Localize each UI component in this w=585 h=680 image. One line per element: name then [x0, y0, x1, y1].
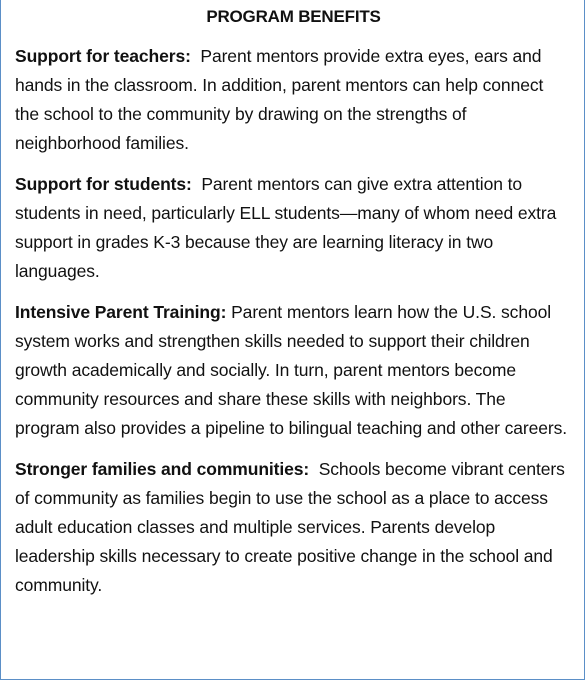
section-heading: Support for teachers: [15, 46, 191, 66]
section-body: Schools become vibrant centers of community as families begin to use the school as a place to access adult education classes and multiple services. Parents develop leadership skills necessary to create positive change in the school and community. [15, 459, 565, 595]
section-body: Parent mentors learn how the U.S. school system works and strengthen skills needed to support their children growth academically and socially. In turn, parent mentors become community resources and share these skills with neighbors. The program also provides a pipeline to bilingual teaching and other careers. [15, 302, 568, 438]
section-body: Parent mentors can give extra attention to students in need, particularly ELL students—many of whom need extra support in grades K-3 because they are learning literacy in two languages. [15, 174, 557, 281]
section-heading: Stronger families and communities: [15, 459, 310, 479]
section-support-students [15, 170, 572, 286]
document-title: PROGRAM BENEFITS [206, 7, 381, 26]
section-stronger-families [15, 455, 572, 600]
section-body: Parent mentors provide extra eyes, ears and hands in the classroom. In addition, parent mentors can help connect the school to the community by drawing on the strengths of neighborhood families. [15, 46, 544, 153]
section-heading: Intensive Parent Training: [15, 302, 227, 322]
section-support-teachers [15, 42, 572, 158]
section-parent-training [15, 298, 572, 443]
section-heading: Support for students: [15, 174, 192, 194]
